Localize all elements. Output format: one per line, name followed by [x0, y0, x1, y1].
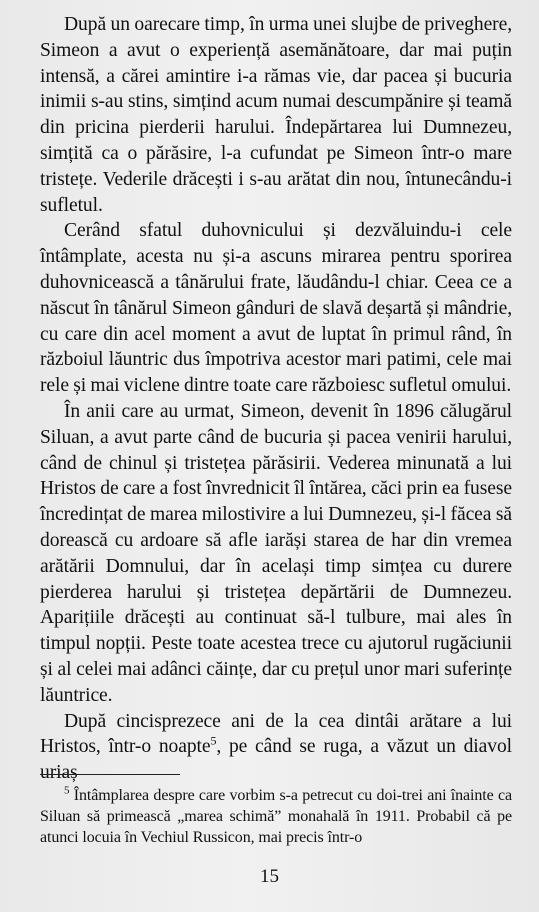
paragraph-3: În anii care au urmat, Simeon, devenit în 1896 călugărul Siluan, a avut parte când de bucuria și pacea venirii harului, când de chinul și tristețea părăsirii. Vederea minunată a lui Hristos de care a fost învrednicit îl întărea, căci prin ea fusese încredințat de marea milostivire a lui Dumnezeu, și-l făcea să dorească cu ardoare să afle iarăși starea de har din vremea arătării Domnului, dar în același timp simțea cu durere pierderea harului și tristețea depărtării de Dumnezeu. Aparițiile drăcești au continuat să-l tulbure, mai ales în timpul nopții. Peste toate acestea trece cu ajutorul rugăciunii și al celei mai adânci căințe, dar cu prețul unor mari suferințe lăuntrice.	[40, 400, 512, 706]
footnote-text: Întâmplarea despre care vorbim s-a petrecut cu doi-trei ani înainte ca Siluan să primească „marea schimă” monahală în 1911. Probabil că pe atunci locuia în Vechiul Russicon, mai precis într-o	[40, 787, 512, 846]
footnote-reference: 5	[210, 733, 217, 748]
footnote-separator	[40, 774, 180, 775]
footnote	[40, 786, 512, 848]
paragraph-4-text-end: , pe când se ruga, a văzut un diavol uriaș	[40, 736, 512, 784]
paragraph-4-text-start: După cincisprezece ani de la cea dintâi arătare a lui Hristos, într-o noapte	[40, 710, 512, 758]
body-text	[40, 12, 512, 786]
footnote-marker: 5	[64, 784, 70, 797]
paragraph-1: După un oarecare timp, în urma unei slujbe de priveghere, Simeon a avut o experiență asemănătoare, dar mai puțin intensă, a cărei amintire i-a rămas vie, dar pacea și bucuria inimii s-au stins, simțind acum numai descumpănire și teamă din pricina pierderii harului. Îndepărtarea lui Dumnezeu, simțită ca o părăsire, l-a cufundat pe Simeon într-o mare tristețe. Vederile drăcești i s-au arătat din nou, întunecându-i sufletul.	[40, 14, 512, 216]
paragraph-2: Cerând sfatul duhovnicului și dezvăluindu-i cele întâmplate, acesta nu și-a ascuns mirarea pentru sporirea duhovnicească a tânărului frate, lăudându-l chiar. Ceea ce a născut în tânărul Simeon gânduri de slavă deșartă și mândrie, cu care din acel moment a avut de luptat în primul rând, în războiul lăuntric dus împotriva acestor mari patimi, cele mai rele și mai viclene dintre toate care războiesc sufletul omului.	[40, 220, 512, 397]
page-number: 15	[260, 866, 279, 887]
